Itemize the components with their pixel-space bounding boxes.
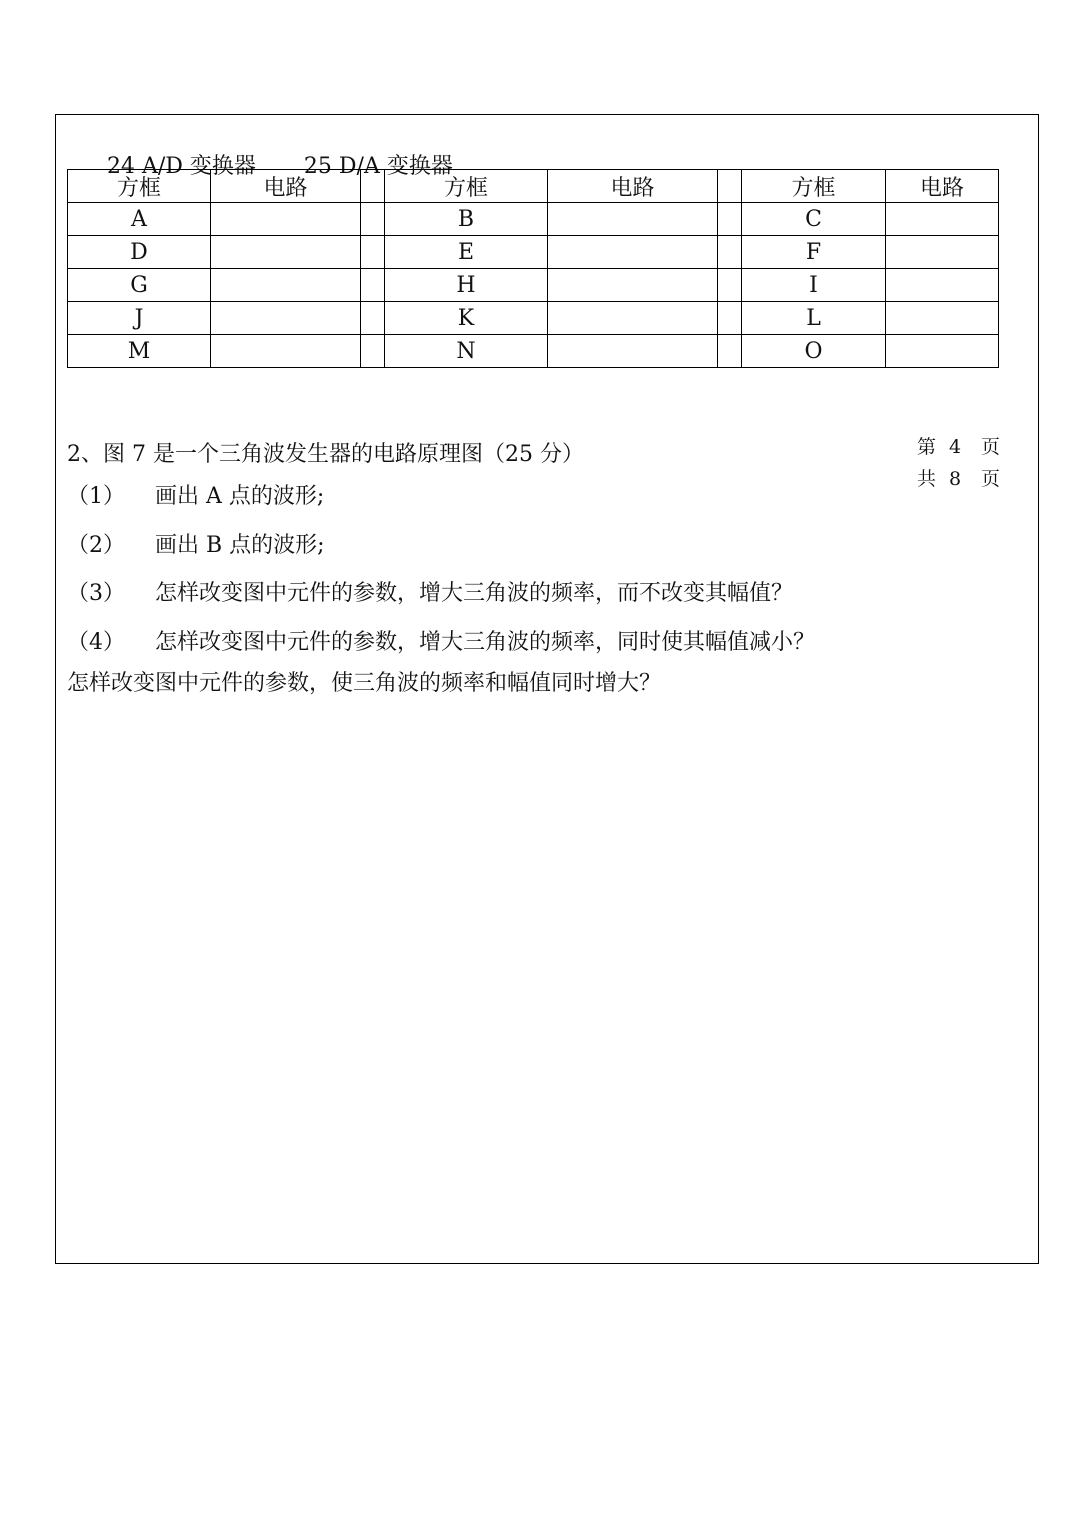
item-text: 画出 A 点的波形; <box>155 484 325 509</box>
table-row <box>68 302 999 335</box>
box-cell: A <box>68 203 211 236</box>
gap-cell <box>718 236 742 269</box>
question-item-4 <box>67 625 815 656</box>
header-circuit-3: 电路 <box>886 170 999 203</box>
table-row <box>68 236 999 269</box>
item-number: （2） <box>67 533 125 558</box>
page-number: 第 4 页 <box>917 436 1001 458</box>
circuit-answer-cell[interactable] <box>886 236 999 269</box>
option-25: 25 D/A 变换器 <box>303 154 453 179</box>
circuit-answer-cell[interactable] <box>211 335 361 368</box>
item-text: 怎样改变图中元件的参数，增大三角波的频率，而不改变其幅值？ <box>155 581 794 606</box>
circuit-answer-cell[interactable] <box>211 302 361 335</box>
gap-cell <box>718 203 742 236</box>
gap-cell <box>718 335 742 368</box>
gap-cell <box>361 269 385 302</box>
circuit-answer-cell[interactable] <box>548 302 718 335</box>
circuit-answer-cell[interactable] <box>886 335 999 368</box>
box-cell: M <box>68 335 211 368</box>
answer-table <box>67 169 999 368</box>
header-box-1: 方框 <box>68 170 211 203</box>
circuit-answer-cell[interactable] <box>886 302 999 335</box>
box-cell: K <box>385 302 548 335</box>
circuit-answer-cell[interactable] <box>211 203 361 236</box>
gap-cell <box>361 203 385 236</box>
header-circuit-2: 电路 <box>548 170 718 203</box>
header-gap-1 <box>361 170 385 203</box>
circuit-answer-cell[interactable] <box>886 203 999 236</box>
box-cell: E <box>385 236 548 269</box>
gap-cell <box>718 302 742 335</box>
item-text: 画出 B 点的波形; <box>155 533 325 558</box>
header-box-2: 方框 <box>385 170 548 203</box>
question-title: 2、图 7 是一个三角波发生器的电路原理图（25 分） <box>67 442 584 467</box>
box-cell: G <box>68 269 211 302</box>
circuit-answer-cell[interactable] <box>886 269 999 302</box>
box-cell: J <box>68 302 211 335</box>
box-cell: O <box>742 335 886 368</box>
item-number: （3） <box>67 581 125 606</box>
box-cell: N <box>385 335 548 368</box>
circuit-answer-cell[interactable] <box>548 335 718 368</box>
box-cell: F <box>742 236 886 269</box>
item-number: （4） <box>67 630 125 655</box>
table-header-row <box>68 170 999 203</box>
page-total: 共 8 页 <box>917 468 1001 490</box>
circuit-answer-cell[interactable] <box>211 269 361 302</box>
question-item-1 <box>67 479 324 510</box>
option-24: 24 A/D 变换器 <box>107 154 256 179</box>
box-cell: C <box>742 203 886 236</box>
circuit-answer-cell[interactable] <box>548 236 718 269</box>
header-gap-2 <box>718 170 742 203</box>
gap-cell <box>361 302 385 335</box>
box-cell: I <box>742 269 886 302</box>
box-cell: D <box>68 236 211 269</box>
table-row <box>68 269 999 302</box>
box-cell: B <box>385 203 548 236</box>
question-extra: 怎样改变图中元件的参数，使三角波的频率和幅值同时增大？ <box>67 671 662 696</box>
box-cell: H <box>385 269 548 302</box>
question-item-2 <box>67 528 325 559</box>
gap-cell <box>718 269 742 302</box>
question-item-3 <box>67 576 793 607</box>
gap-cell <box>361 335 385 368</box>
header-box-3: 方框 <box>742 170 886 203</box>
header-circuit-1: 电路 <box>211 170 361 203</box>
table-row <box>68 203 999 236</box>
table-row <box>68 335 999 368</box>
box-cell: L <box>742 302 886 335</box>
item-number: （1） <box>67 484 125 509</box>
circuit-answer-cell[interactable] <box>548 203 718 236</box>
gap-cell <box>361 236 385 269</box>
circuit-answer-cell[interactable] <box>548 269 718 302</box>
item-text: 怎样改变图中元件的参数，增大三角波的频率，同时使其幅值减小？ <box>155 630 816 655</box>
circuit-answer-cell[interactable] <box>211 236 361 269</box>
